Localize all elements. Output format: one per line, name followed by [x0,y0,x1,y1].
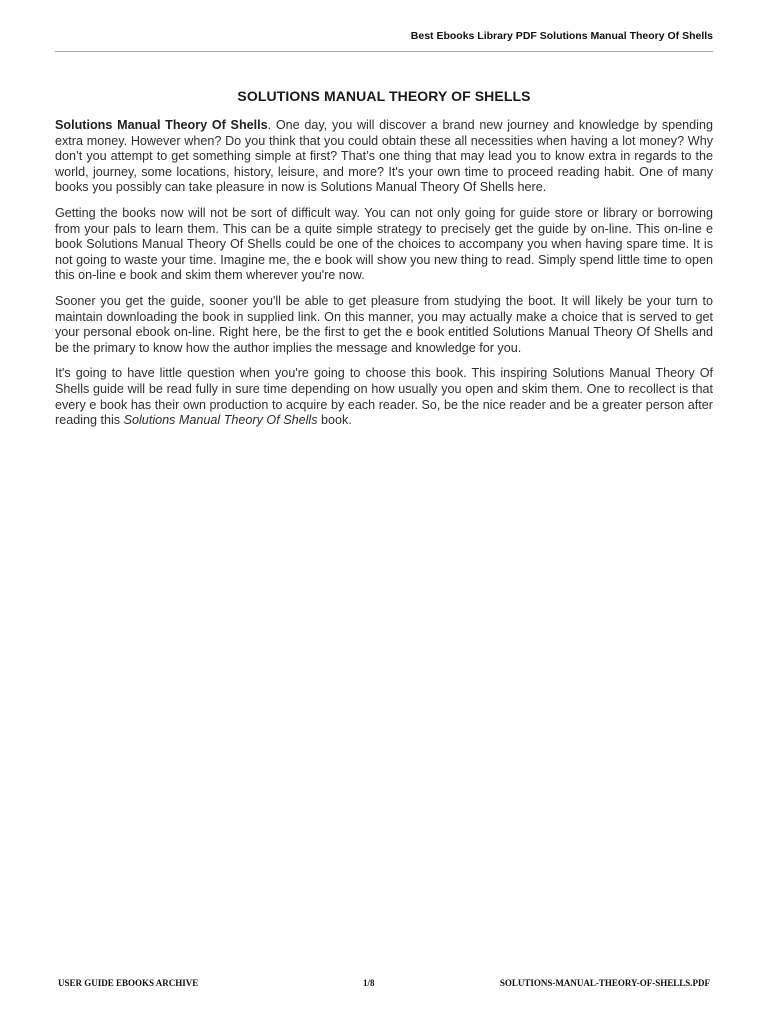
paragraph-4 [55,366,713,428]
paragraph-4-text: It's going to have little question when you're going to choose this book. This inspiring Solutions Manual Theory Of Shells guide will be read fully in sure time depending on how usually you open and skim them. One to recollect is that every e book has their own production to acquire by each reader. So, be the nice reader and be a greater person after reading this [55,366,713,428]
paragraph-2: Getting the books now will not be sort of difficult way. You can not only going for guide store or library or borrowing from your pals to learn them. This can be a quite simple strategy to precisely get the guide by on-line. This on-line e book Solutions Manual Theory Of Shells could be one of the choices to accompany you when having spare time. It is not going to waste your time. Imagine me, the e book will show you new thing to read. Simply spend little time to open this on-line e book and skim them wherever you're now. [55,205,713,283]
paragraph-1-text: . One day, you will discover a brand new journey and knowledge by spending extra money. However when? Do you think that you could obtain these all necessities when having a lot money? Why don’t you attempt to get something simple at first? That’s one thing that may lead you to know extra in regards to the world, journey, some locations, history, leisure, and more? It's your own time to proceed reading habit. One of many books you possibly can take pleasure in now is Solutions Manual Theory Of Shells here. [55,118,713,195]
header-divider [55,51,713,52]
paragraph-4-italic-title: Solutions Manual Theory Of Shells [123,413,318,428]
paragraph-3: Sooner you get the guide, sooner you'll be able to get pleasure from studying the boot. It will likely be your turn to maintain downloading the book in supplied link. On this manner, you may actually make a choice that is served to get your personal ebook on-line. Right here, be the first to get the e book entitled Solutions Manual Theory Of Shells and be the primary to know how the author implies the message and knowledge for you. [55,293,713,355]
paragraph-4-tail: book. [317,413,352,428]
document-body [55,118,713,439]
footer-archive-label: USER GUIDE EBOOKS ARCHIVE [58,978,199,988]
footer-page-number: 1/8 [363,978,375,988]
paragraph-1-lead: Solutions Manual Theory Of Shells [55,118,268,132]
footer-filename: SOLUTIONS-MANUAL-THEORY-OF-SHELLS.PDF [499,978,710,988]
running-header: Best Ebooks Library PDF Solutions Manual Theory Of Shells [410,30,713,42]
document-title: SOLUTIONS MANUAL THEORY OF SHELLS [237,88,531,104]
paragraph-1 [55,118,713,196]
